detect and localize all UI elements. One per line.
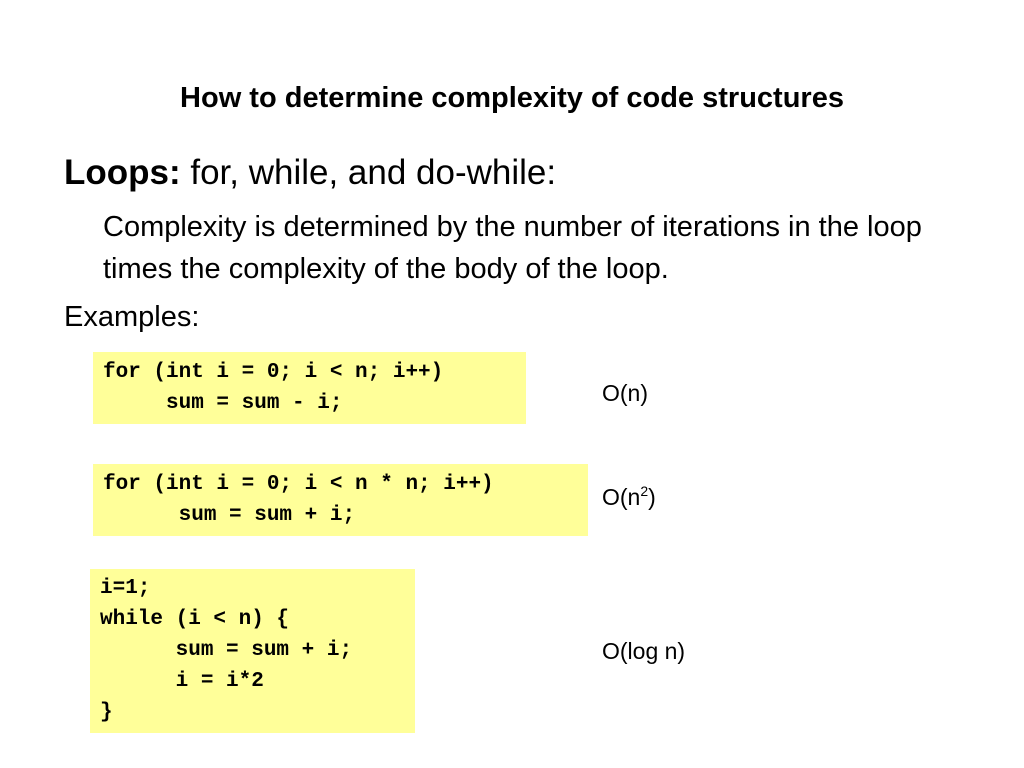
slide-title: How to determine complexity of code structures (180, 82, 844, 114)
complexity-label-2 (602, 482, 656, 512)
code-line: } (100, 701, 113, 724)
complexity-close: ) (648, 484, 656, 510)
examples-label: Examples: (64, 301, 200, 333)
complexity-label-1: O(n) (602, 380, 648, 406)
code-block-2 (93, 464, 588, 536)
code-line: sum = sum - i; (103, 392, 343, 415)
section-heading-rest: for, while, and do-while: (180, 153, 557, 192)
code-block-1 (93, 352, 526, 424)
code-line: sum = sum + i; (103, 504, 356, 527)
code-line: sum = sum + i; (100, 639, 353, 662)
code-line: for (int i = 0; i < n * n; i++) (103, 473, 494, 496)
section-heading (64, 152, 556, 194)
code-line: for (int i = 0; i < n; i++) (103, 361, 444, 384)
code-line: i = i*2 (100, 670, 264, 693)
complexity-base: O(n (602, 484, 641, 510)
section-heading-bold: Loops: (64, 153, 181, 192)
complexity-label-3: O(log n) (602, 638, 686, 664)
code-line: while (i < n) { (100, 608, 290, 631)
code-block-3 (90, 569, 415, 733)
complexity-exponent: 2 (640, 483, 649, 499)
code-line: i=1; (100, 577, 151, 600)
description-paragraph: Complexity is determined by the number of iterations in the loop times the complexity of the body of the loop. (103, 211, 922, 285)
